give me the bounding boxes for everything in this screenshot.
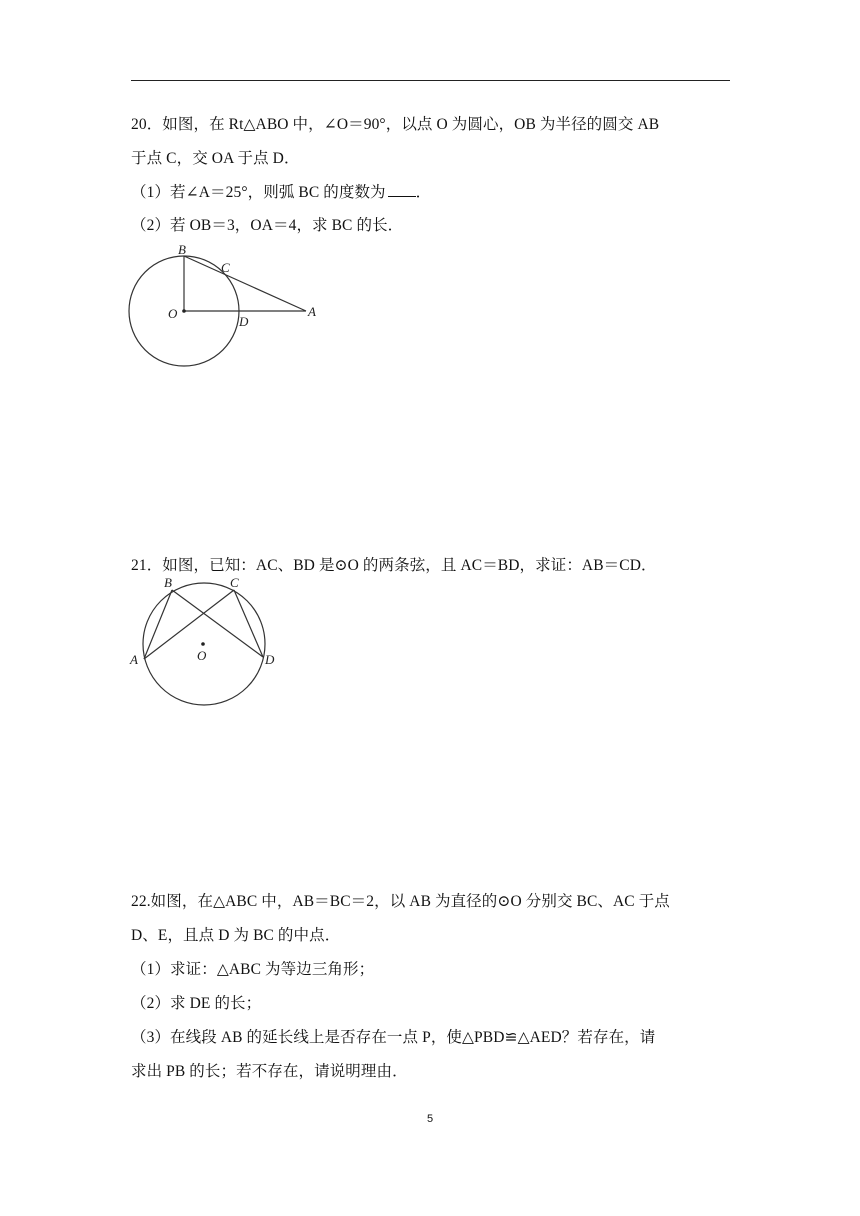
q20-part1-end: ． xyxy=(415,184,432,201)
answer-blank xyxy=(388,182,416,197)
q21-center-dot xyxy=(201,642,205,646)
q20-line1: 20．如图，在 Rt△ABO 中，∠O＝90°，以点 O 为圆心，OB 为半径的圆交 AB xyxy=(131,116,660,133)
q20-figure xyxy=(120,240,330,375)
q21-chord-bd xyxy=(172,590,263,657)
q20-segment-ab xyxy=(184,256,306,311)
q20-line2: 于点 C，交 OA 于点 D． xyxy=(131,150,300,167)
header-rule xyxy=(131,80,730,81)
q20-part2: （2）若 OB＝3，OA＝4，求 BC 的长． xyxy=(131,217,404,234)
q22-part2: （2）求 DE 的长； xyxy=(131,995,262,1012)
q20-label-o: O xyxy=(168,306,178,321)
q20-part1 xyxy=(131,180,431,202)
q21-label-d: D xyxy=(265,652,275,667)
q21-label-a: A xyxy=(130,652,138,667)
q22-part1: （1）求证：△ABC 为等边三角形； xyxy=(131,961,375,978)
q21-figure xyxy=(126,572,286,712)
q20-label-d: D xyxy=(239,314,249,329)
q20-label-a: A xyxy=(308,304,316,319)
q21-label-c: C xyxy=(230,575,239,590)
q22-line1: 22.如图，在△ABC 中，AB＝BC＝2，以 AB 为直径的⊙O 分别交 BC、AC 于点 xyxy=(131,893,670,910)
q20-center-dot xyxy=(182,309,186,313)
q22-line2: D、E，且点 D 为 BC 的中点． xyxy=(131,927,341,944)
q20-part1-text: （1）若∠A＝25°，则弧 BC 的度数为 xyxy=(131,184,386,201)
q21-label-b: B xyxy=(164,575,172,590)
q21-line1: 21．如图，已知：AC、BD 是⊙O 的两条弦，且 AC＝BD，求证：AB＝CD． xyxy=(131,557,657,574)
q22-part3-line1: （3）在线段 AB 的延长线上是否存在一点 P，使△PBD≌△AED？若存在，请 xyxy=(131,1029,656,1046)
q20-label-b: B xyxy=(178,242,186,257)
q22-part3-line2: 求出 PB 的长；若不存在，请说明理由． xyxy=(131,1063,408,1080)
page-number: 5 xyxy=(426,1113,434,1125)
q20-label-c: C xyxy=(221,260,230,275)
q21-label-o: O xyxy=(197,648,207,663)
